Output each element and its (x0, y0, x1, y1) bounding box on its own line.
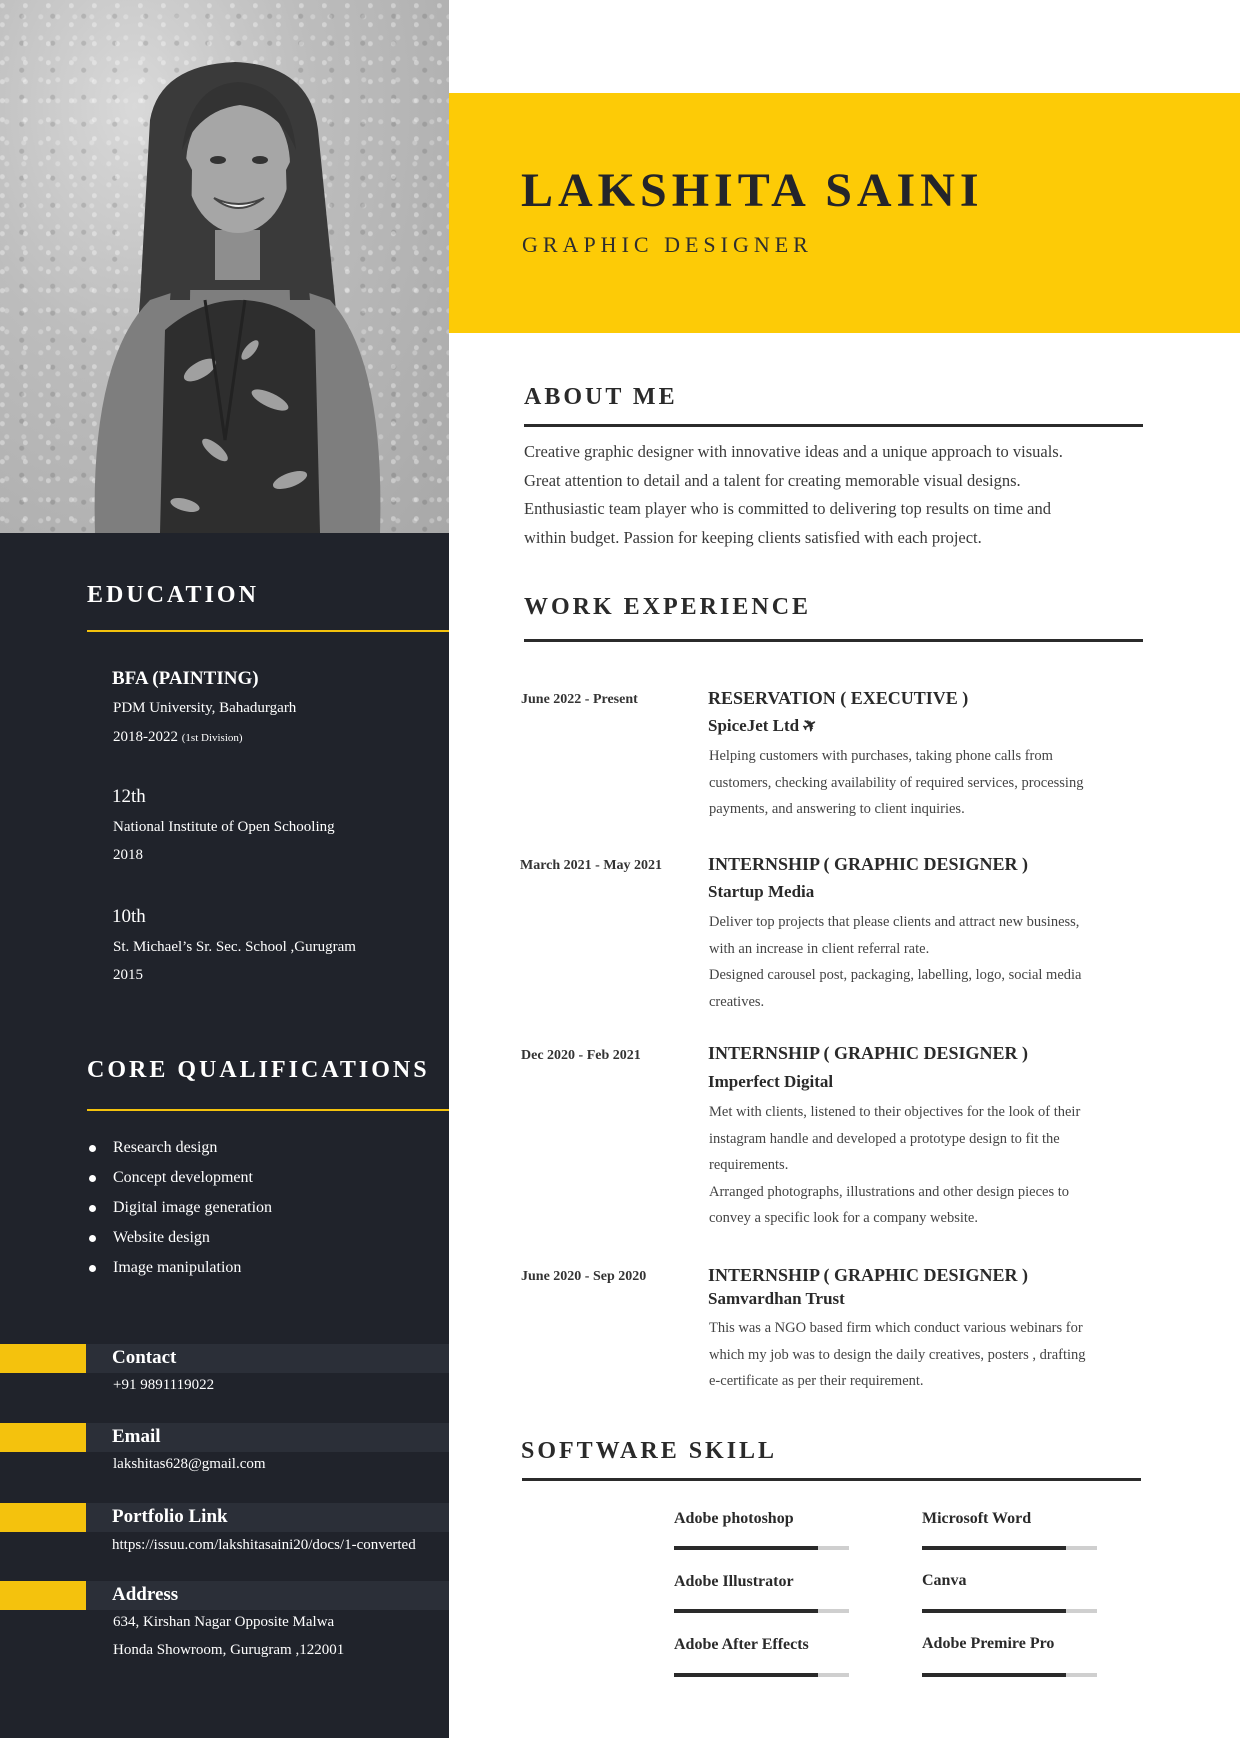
education-degree: 10th (112, 906, 146, 927)
work-divider (524, 639, 1143, 642)
job-company: Samvardhan Trust (708, 1289, 845, 1308)
job-role: INTERNSHIP ( GRAPHIC DESIGNER ) (708, 1265, 1029, 1285)
list-item: Digital image generation (88, 1193, 272, 1223)
contact-label: Contact (112, 1347, 177, 1368)
job-description: Deliver top projects that please clients and attract new business, with an increase in client referral rate. Designed carousel post, packaging, labelling, logo, social media creatives. (709, 914, 1082, 1010)
qualifications-heading: CORE QUALIFICATIONS (87, 1057, 430, 1083)
bullet-icon (89, 1235, 96, 1242)
education-institution: St. Michael’s Sr. Sec. School ,Gurugram (113, 939, 356, 955)
list-item: Image manipulation (88, 1253, 272, 1283)
education-note: (1st Division) (181, 732, 243, 744)
portfolio-label: Portfolio Link (112, 1506, 228, 1527)
address-band (0, 1581, 449, 1610)
phone-number[interactable]: +91 9891119022 (113, 1377, 215, 1393)
about-text: Creative graphic designer with innovative ideas and a unique approach to visuals. Great attention to detail and a talent for creating memorable visual designs. Enthusiastic team player who is committed to delivering top results on time and within budget. Passion for keeping clients satisfied with each project. (524, 442, 1063, 547)
work-heading: WORK EXPERIENCE (524, 594, 812, 620)
education-divider (87, 630, 449, 632)
about-heading: ABOUT ME (524, 384, 678, 410)
candidate-name: LAKSHITA SAINI (521, 164, 984, 217)
job-date: June 2020 - Sep 2020 (521, 1269, 647, 1284)
list-item: Website design (88, 1223, 272, 1253)
job-description: Helping customers with purchases, taking phone calls from customers, checking availability of required services, processing payments, and answering to client inquiries. (709, 748, 1084, 817)
job-description: This was a NGO based firm which conduct various webinars for which my job was to design the daily creatives, posters , drafting e-certificate as per their requirement. (709, 1320, 1086, 1389)
bullet-icon (89, 1205, 96, 1212)
skill-bar (922, 1673, 1097, 1677)
education-degree: BFA (PAINTING) (112, 668, 259, 689)
skills-divider (522, 1478, 1141, 1481)
bullet-icon (89, 1175, 96, 1182)
skill-name: Adobe Premire Pro (922, 1635, 1055, 1652)
address-line: 634, Kirshan Nagar Opposite Malwa (113, 1614, 335, 1630)
education-institution: National Institute of Open Schooling (113, 819, 335, 835)
job-description: Met with clients, listened to their objectives for the look of their instagram handle and developed a prototype design to fit the requirements. Arranged photographs, illustrations and other design pieces to convey a specific look for a company website. (709, 1104, 1081, 1226)
skill-bar (674, 1609, 849, 1613)
skill-name: Adobe Illustrator (674, 1573, 794, 1590)
portfolio-link[interactable]: https://issuu.com/lakshitasaini20/docs/1-converted (112, 1537, 416, 1553)
about-divider (524, 424, 1143, 427)
education-years: 2018 (113, 847, 143, 863)
email-label: Email (112, 1426, 161, 1447)
skill-name: Microsoft Word (922, 1510, 1032, 1527)
job-company: SpiceJet Ltd✈ (708, 713, 821, 738)
qualifications-list (88, 1133, 272, 1283)
candidate-title: GRAPHIC DESIGNER (522, 232, 813, 257)
job-role: INTERNSHIP ( GRAPHIC DESIGNER ) (708, 854, 1029, 874)
email-address[interactable]: lakshitas628@gmail.com (113, 1456, 266, 1472)
education-heading: EDUCATION (87, 582, 259, 608)
job-date: Dec 2020 - Feb 2021 (521, 1048, 641, 1063)
skill-name: Adobe photoshop (674, 1510, 794, 1527)
skill-name: Canva (922, 1572, 967, 1589)
skill-name: Adobe After Effects (674, 1636, 809, 1653)
education-institution: PDM University, Bahadurgarh (113, 700, 297, 716)
job-date: June 2022 - Present (521, 692, 638, 707)
skill-bar (922, 1609, 1097, 1613)
airplane-icon: ✈ (799, 713, 821, 738)
job-role: RESERVATION ( EXECUTIVE ) (708, 688, 969, 708)
profile-photo (0, 0, 449, 533)
job-date: March 2021 - May 2021 (520, 858, 663, 873)
skill-bar (922, 1546, 1097, 1550)
email-band (0, 1423, 449, 1452)
education-years: 2018-2022 (1st Division) (113, 729, 243, 745)
list-item: Research design (88, 1133, 272, 1163)
education-degree: 12th (112, 786, 146, 807)
job-company: Startup Media (708, 882, 815, 901)
bullet-icon (89, 1145, 96, 1152)
job-company: Imperfect Digital (708, 1072, 834, 1091)
qualifications-divider (87, 1109, 449, 1111)
address-line: Honda Showroom, Gurugram ,122001 (113, 1642, 345, 1658)
education-years: 2015 (113, 967, 143, 983)
portrait-illustration (0, 0, 449, 533)
contact-band (0, 1344, 449, 1373)
list-item: Concept development (88, 1163, 272, 1193)
job-role: INTERNSHIP ( GRAPHIC DESIGNER ) (708, 1043, 1029, 1063)
bullet-icon (89, 1265, 96, 1272)
skills-heading: SOFTWARE SKILL (521, 1438, 778, 1464)
skill-bar (674, 1546, 849, 1550)
skill-bar (674, 1673, 849, 1677)
address-label: Address (112, 1584, 179, 1605)
